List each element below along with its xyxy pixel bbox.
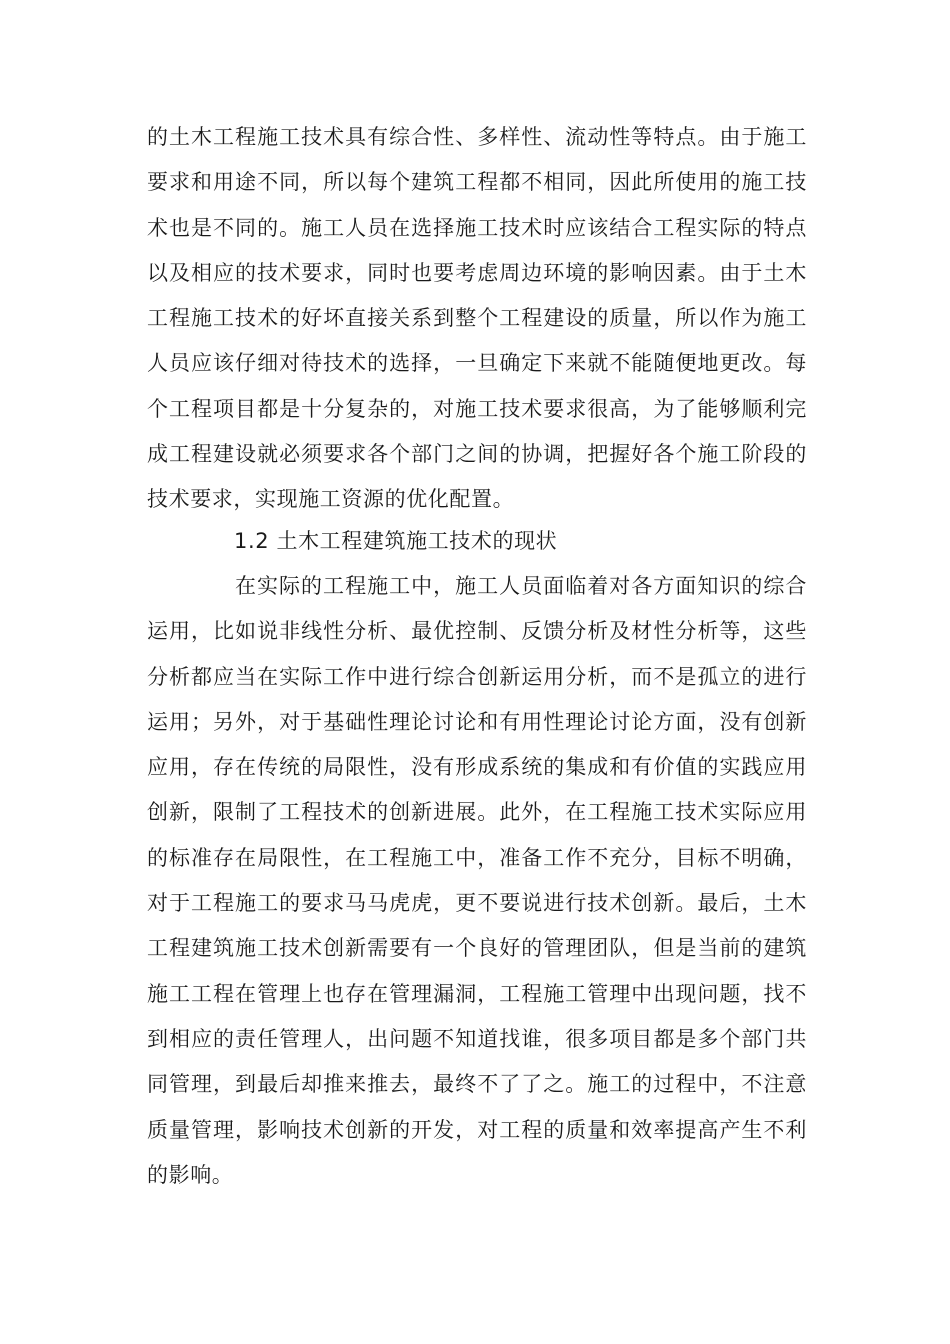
section-heading: 1.2 土木工程建筑施工技术的现状 <box>234 529 558 553</box>
paragraph-current-status: 在实际的工程施工中，施工人员面临着对各方面知识的综合运用，比如说非线性分析、最优控制、反馈分析及材性分析等，这些分析都应当在实际工作中进行综合创新运用分析，而不是孤立的进行运用；另外，对于基础性理论讨论和有用性理论讨论方面，没有创新应用，存在传统的局限性，没有形成系统的集成和有价值的实践应用创新，限制了工程技术的创新进展。此外，在工程施工技术实际应用的标准存在局限性，在工程施工中，准备工作不充分，目标不明确，对于工程施工的要求马马虎虎，更不要说进行技术创新。最后，土木工程建筑施工技术创新需要有一个良好的管理团队，但是当前的建筑施工工程在管理上也存在管理漏洞，工程施工管理中出现问题，找不到相应的责任管理人，出问题不知道找谁，很多项目都是多个部门共同管理，到最后却推来推去，最终不了了之。施工的过程中，不注意质量管理，影响技术创新的开发，对工程的质量和效率提高产生不利的影响。 <box>147 574 807 1187</box>
paragraph-continued: 的土木工程施工技术具有综合性、多样性、流动性等特点。由于施工要求和用途不同，所以每个建筑工程都不相同，因此所使用的施工技术也是不同的。施工人员在选择施工技术时应该结合工程实际的特点以及相应的技术要求，同时也要考虑周边环境的影响因素。由于土木工程施工技术的好坏直接关系到整个工程建设的质量，所以作为施工人员应该仔细对待技术的选择，一旦确定下来就不能随便地更改。每个工程项目都是十分复杂的，对施工技术要求很高，为了能够顺利完成工程建设就必须要求各个部门之间的协调，把握好各个施工阶段的技术要求，实现施工资源的优化配置。 <box>147 125 807 512</box>
